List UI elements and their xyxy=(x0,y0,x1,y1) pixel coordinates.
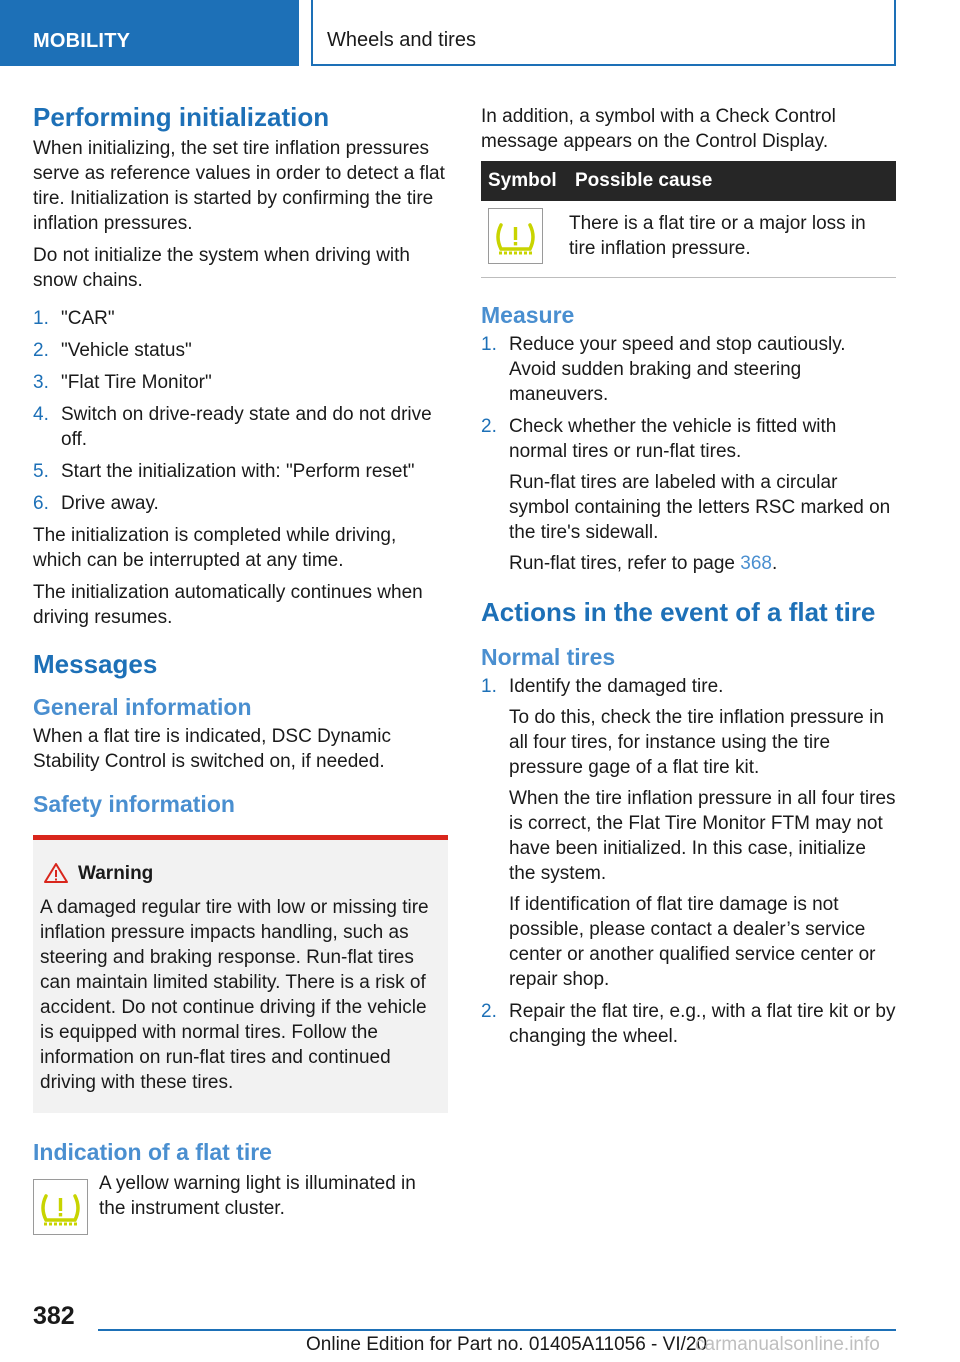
list-item: 2. Repair the flat tire, e.g., with a flat tire kit or by changing the wheel. xyxy=(481,1001,896,1047)
init-para-4: The initialization automatically continues when driving resumes. xyxy=(33,582,423,628)
list-item: 3. "Flat Tire Monitor" xyxy=(33,372,212,393)
table-header-cause: Possible cause xyxy=(569,161,896,201)
flat-tire-warning-icon xyxy=(488,208,543,264)
section-tab: MOBILITY xyxy=(0,0,299,66)
messages-heading: Messages xyxy=(33,649,158,679)
list-item: 5. Start the initialization with: "Perform reset" xyxy=(33,461,415,482)
rsc-para: Run-flat tires are labeled with a circular symbol containing the letters RSC marked on the tire's sidewall. xyxy=(509,472,891,543)
safety-heading: Safety information xyxy=(33,791,235,817)
list-item: 4. Switch on drive-ready state and do not drive off. xyxy=(33,404,432,450)
table-cell-cause: There is a flat tire or a major loss in tire inflation pressure. xyxy=(569,201,896,278)
table-row xyxy=(481,201,896,278)
normal-tires-steps xyxy=(481,674,896,1049)
table-header-symbol: Symbol xyxy=(481,161,569,201)
chapter-title: Wheels and tires xyxy=(311,0,896,66)
flat-tire-warning-icon xyxy=(33,1179,88,1235)
list-item: 1. "CAR" xyxy=(33,308,115,329)
watermark: carmanualsonline.info xyxy=(695,1334,880,1355)
check-pressure-para: To do this, check the tire inflation pressure in all four tires, for instance using the tire pressure gage of a flat tire kit. xyxy=(509,707,884,778)
left-column xyxy=(33,100,448,1231)
init-para-3: The initialization is completed while driving, which can be interrupted at any time. xyxy=(33,525,397,571)
normal-tires-heading: Normal tires xyxy=(481,644,616,670)
list-item: 2. Check whether the vehicle is fitted with normal tires or run-flat tires. Run-flat tires are labeled with a circular symbol containing the letters RSC marked on the tire's sidewall. Run-flat tires, refer to page 368. xyxy=(481,414,896,576)
warning-box xyxy=(33,835,448,1113)
intro-para: In addition, a symbol with a Check Control message appears on the Control Display. xyxy=(481,106,836,152)
page-link-368[interactable]: 368 xyxy=(740,553,772,574)
init-para-2: Do not initialize the system when driving with snow chains. xyxy=(33,245,411,291)
warning-triangle-icon xyxy=(43,862,69,884)
init-steps xyxy=(33,306,448,516)
symbol-table xyxy=(481,161,896,278)
edition-text: Online Edition for Part no. 01405A11056 - VI/20 xyxy=(306,1334,708,1355)
not-initialized-para: When the tire inflation pressure in all four tires is correct, the Flat Tire Monitor FTM may not have been initialized. In this case, initialize the system. xyxy=(509,788,896,884)
warning-title: Warning xyxy=(78,863,154,884)
actions-heading: Actions in the event of a flat tire xyxy=(481,597,876,627)
page-number: 382 xyxy=(33,1302,75,1330)
indication-text: A yellow warning light is illuminated in the instrument cluster. xyxy=(99,1173,416,1219)
list-item: 1. Identify the damaged tire. To do this, check the tire inflation pressure in all four tires, for instance using the tire pressure gage of a flat tire kit. When the tire inflation pressure in all four tires is correct, the Flat Tire Monitor FTM may not have been initialized. In this case, initialize the system. If identification of flat tire damage is not possible, please contact a dealer’s service center or another qualified service center or repair shop. xyxy=(481,676,896,990)
general-info-heading: General information xyxy=(33,694,252,720)
general-info-para: When a flat tire is indicated, DSC Dynamic Stability Control is switched on, if needed. xyxy=(33,726,391,772)
measure-heading: Measure xyxy=(481,302,575,328)
right-column xyxy=(481,104,896,1056)
list-item: 2. "Vehicle status" xyxy=(33,340,192,361)
runflat-ref-para: Run-flat tires, refer to page 368. xyxy=(509,553,778,574)
indication-row xyxy=(33,1171,448,1231)
indication-heading: Indication of a flat tire xyxy=(33,1139,272,1165)
list-item: 6. Drive away. xyxy=(33,493,159,514)
init-heading: Performing initialization xyxy=(33,102,330,132)
footer-divider xyxy=(98,1329,896,1331)
page-header xyxy=(0,0,960,66)
measure-steps xyxy=(481,332,896,576)
init-para-1: When initializing, the set tire inflation pressures serve as reference values in order to detect a flat tire. Initialization is started by confirming the tire inflation pressures. xyxy=(33,138,445,234)
list-item: 1. Reduce your speed and stop cautiously. Avoid sudden braking and steering maneuvers. xyxy=(481,334,846,405)
warning-text: A damaged regular tire with low or missing tire inflation pressure impacts handling, such as steering and braking response. Run-flat tires can maintain limited stability. There is a risk of accident. Do not continue driving if the vehicle is equipped with normal tires. Follow the information on run-flat tires and continued driving with these tires. xyxy=(40,897,429,1093)
contact-service-para: If identification of flat tire damage is not possible, please contact a dealer’s service center or another qualified service center or repair shop. xyxy=(509,894,876,990)
